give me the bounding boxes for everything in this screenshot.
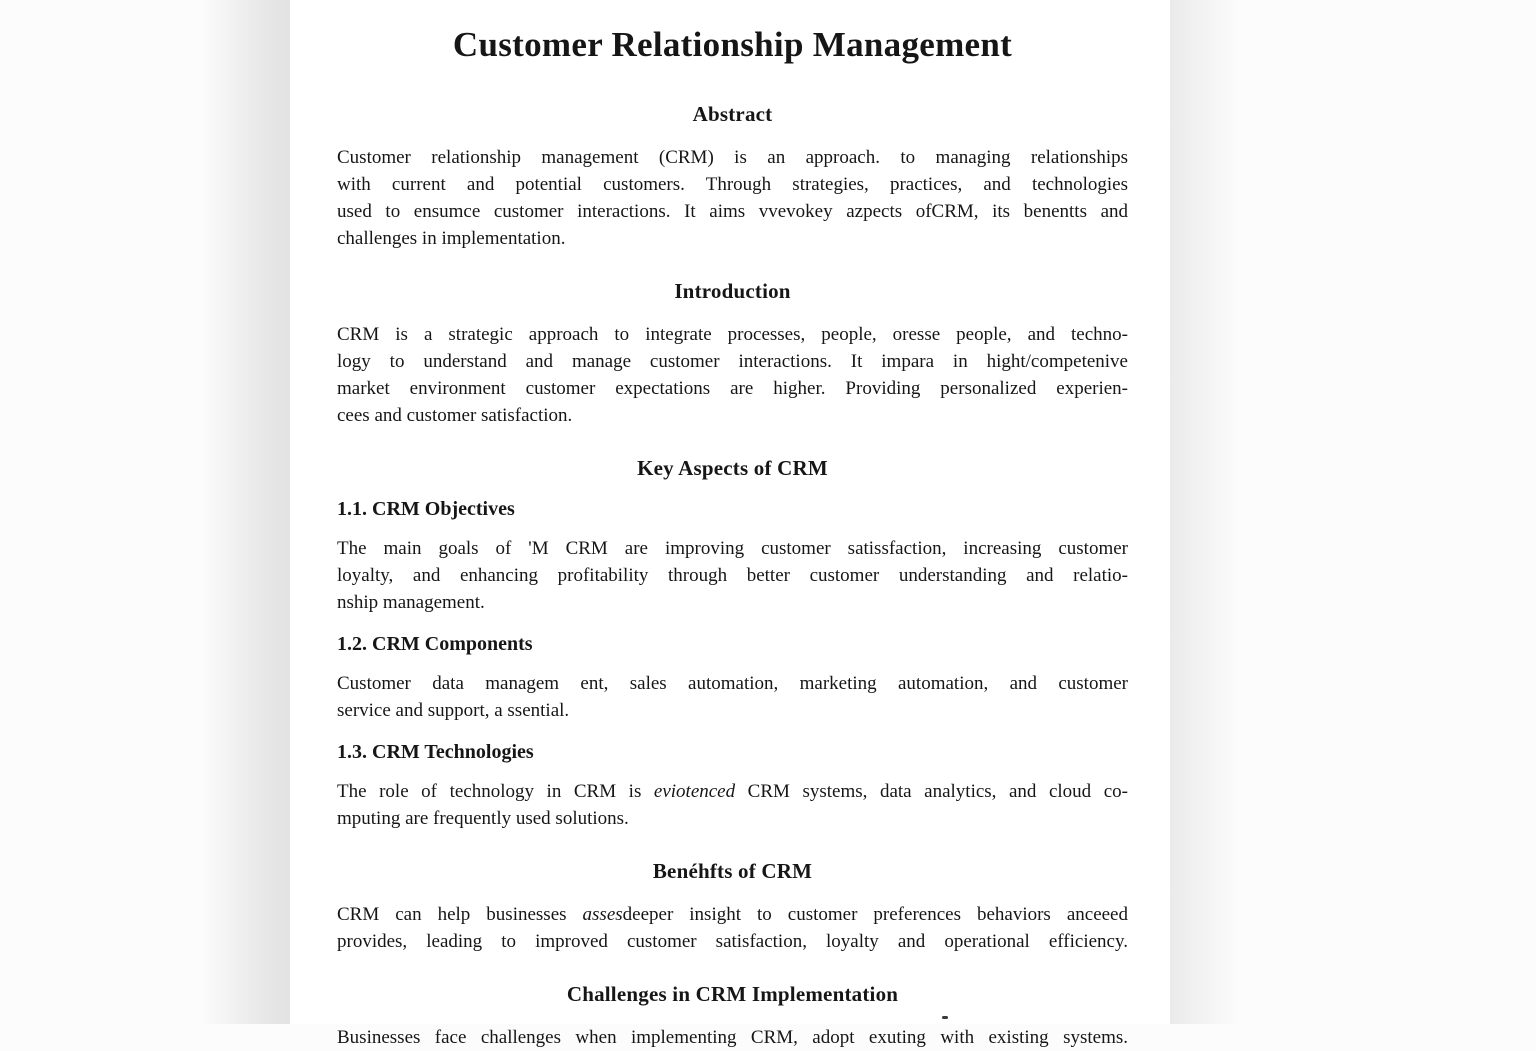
key-aspects-heading: Key Aspects of CRM bbox=[637, 456, 828, 480]
paragraph-line: Customer relationship management (CRM) is an approach. to managing relationships bbox=[337, 147, 1128, 168]
abstract-paragraph bbox=[337, 144, 1128, 252]
paragraph-line bbox=[337, 901, 1128, 928]
paragraph-line: loyalty, and enhancing profitability through better customer understanding and relatio- bbox=[337, 565, 1128, 586]
text-run: CRM can help businesses bbox=[337, 904, 583, 925]
paragraph-line: challenges in implementation. bbox=[337, 228, 566, 249]
technologies-heading: 1.3. CRM Technologies bbox=[337, 741, 534, 763]
paragraph-line: Businesses face challenges when implementing CRM, adopt exuting with existing systems. bbox=[337, 1027, 1128, 1048]
paragraph-line: used to ensumce customer interactions. It aims vvevokey azpects ofCRM, its benentts and bbox=[337, 201, 1128, 222]
paragraph-line: The main goals of 'M CRM are improving customer satissfaction, increasing customer bbox=[337, 538, 1128, 559]
paragraph-line: with current and potential customers. Through strategies, practices, and technologies bbox=[337, 174, 1128, 195]
cutoff-next-line-mark bbox=[942, 1016, 948, 1019]
objectives-heading: 1.1. CRM Objectives bbox=[337, 498, 515, 520]
paragraph-line: Customer data managem ent, sales automation, marketing automation, and customer bbox=[337, 673, 1128, 694]
paragraph-line: market environment customer expectations are higher. Providing personalized experien- bbox=[337, 378, 1128, 399]
paragraph-line: nship management. bbox=[337, 592, 485, 613]
document-content bbox=[337, 0, 1128, 1051]
doc-title: Customer Relationship Management bbox=[452, 25, 1013, 64]
paragraph-line: provides, leading to improved customer satisfaction, loyalty and operational efficiency. bbox=[337, 931, 1128, 952]
paragraph-line: mputing are frequently used solutions. bbox=[337, 808, 629, 829]
paragraph-line: service and support, a ssential. bbox=[337, 700, 570, 721]
page-right-shadow bbox=[1170, 0, 1240, 1024]
italic-text-run: asses bbox=[582, 904, 623, 925]
benefits-paragraph bbox=[337, 901, 1128, 955]
technologies-paragraph bbox=[337, 778, 1128, 832]
components-heading: 1.2. CRM Components bbox=[337, 633, 533, 655]
paragraph-line bbox=[337, 778, 1128, 805]
text-run: CRM systems, data analytics, and cloud co- bbox=[735, 781, 1128, 802]
italic-text-run: eviotenced bbox=[653, 781, 736, 802]
text-run: deeper insight to customer preferences behaviors anceeed bbox=[622, 904, 1128, 925]
text-run: The role of technology in CRM is bbox=[337, 781, 654, 802]
abstract-heading: Abstract bbox=[692, 102, 773, 126]
document-page bbox=[290, 0, 1170, 1048]
challenges-paragraph bbox=[337, 1024, 1128, 1051]
paragraph-line: logy to understand and manage customer interactions. It impara in hight/competenive bbox=[337, 351, 1128, 372]
page-left-shadow bbox=[200, 0, 290, 1024]
introduction-paragraph bbox=[337, 321, 1128, 429]
benefits-heading: Benéhfts of CRM bbox=[652, 859, 813, 883]
paragraph-line: cees and customer satisfaction. bbox=[337, 405, 573, 426]
components-paragraph bbox=[337, 670, 1128, 724]
challenges-heading: Challenges in CRM Implementation bbox=[566, 982, 899, 1006]
introduction-heading: Introduction bbox=[674, 279, 791, 303]
objectives-paragraph bbox=[337, 535, 1128, 616]
paragraph-line: CRM is a strategic approach to integrate processes, people, oresse people, and techno- bbox=[337, 324, 1128, 345]
